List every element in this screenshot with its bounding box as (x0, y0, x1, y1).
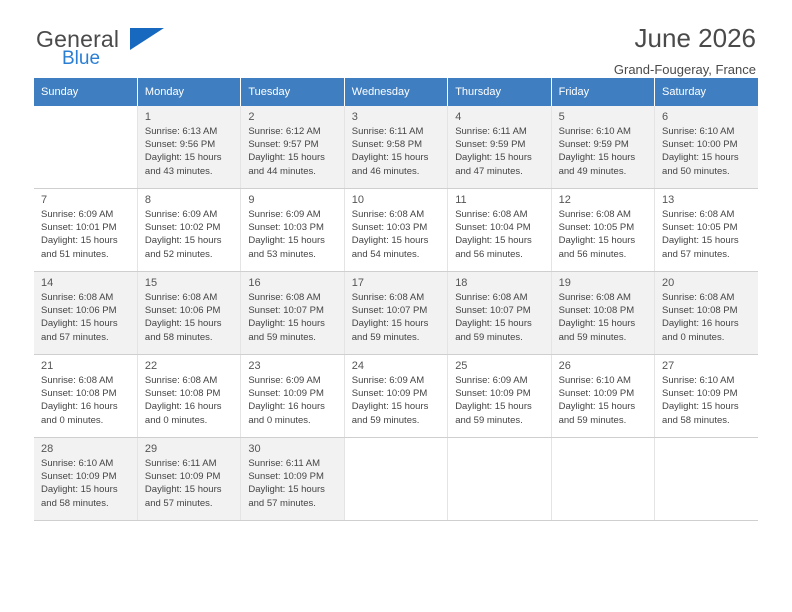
day-number: 15 (144, 277, 158, 289)
day-info-line: Daylight: 15 hours (558, 401, 636, 413)
day-info-line: and 43 minutes. (144, 165, 213, 177)
day-number: 29 (144, 443, 158, 455)
day-info-line: Daylight: 16 hours (41, 401, 118, 413)
day-number: 9 (248, 194, 255, 206)
calendar-day-cell[interactable] (241, 189, 344, 272)
day-info-line: Daylight: 15 hours (144, 484, 222, 496)
day-info-line: Sunrise: 6:08 AM (558, 209, 631, 220)
day-info-line: and 50 minutes. (662, 165, 730, 177)
calendar-day-cell[interactable] (241, 355, 344, 438)
day-info-line: Sunset: 9:59 PM (455, 139, 526, 151)
day-info-line: and 58 minutes. (144, 331, 213, 343)
day-number: 19 (558, 277, 571, 289)
day-info-line: Sunset: 10:08 PM (41, 388, 117, 400)
day-sun-info (448, 291, 550, 344)
calendar-day-cell[interactable] (137, 106, 240, 189)
day-info-line: Daylight: 15 hours (41, 484, 118, 496)
day-info-line: Daylight: 15 hours (248, 484, 325, 496)
day-info-line: Sunrise: 6:08 AM (41, 292, 114, 303)
day-info-line: Daylight: 15 hours (351, 152, 429, 164)
day-info-line: and 59 minutes. (351, 331, 420, 343)
day-number: 13 (662, 194, 675, 206)
day-sun-info (655, 291, 758, 344)
calendar-day-cell[interactable] (34, 355, 137, 438)
day-info-line: and 57 minutes. (41, 331, 109, 343)
day-sun-info (552, 291, 654, 344)
day-info-line: Sunset: 10:05 PM (558, 222, 635, 234)
day-info-line: and 59 minutes. (455, 414, 523, 426)
calendar-day-cell[interactable] (655, 272, 758, 355)
day-sun-info (345, 125, 447, 178)
day-info-line: Sunrise: 6:08 AM (455, 209, 528, 220)
day-info-line: Daylight: 15 hours (248, 152, 325, 164)
day-info-line: Sunset: 10:05 PM (662, 222, 738, 234)
day-number: 7 (41, 194, 48, 206)
day-sun-info (345, 374, 447, 427)
day-info-line: and 57 minutes. (248, 497, 316, 509)
day-info-line: Sunset: 10:07 PM (248, 305, 324, 317)
day-sun-info (345, 291, 447, 344)
day-info-line: Daylight: 15 hours (351, 318, 429, 330)
calendar-header-row (34, 78, 758, 106)
logo-text-blue: Blue (62, 48, 101, 69)
day-number: 11 (455, 194, 467, 206)
day-info-line: and 0 minutes. (144, 414, 208, 426)
weekday-header-tuesday: Tuesday (241, 78, 344, 106)
day-number: 10 (351, 194, 365, 206)
day-info-line: Sunset: 9:58 PM (351, 139, 422, 151)
day-info-line: Sunrise: 6:08 AM (248, 292, 321, 303)
calendar-week-row (34, 189, 758, 272)
logo-text-general: General (36, 26, 120, 52)
calendar-day-cell[interactable] (137, 189, 240, 272)
day-info-line: Sunset: 10:09 PM (41, 471, 117, 483)
calendar-day-cell[interactable] (655, 189, 758, 272)
day-number: 22 (144, 360, 158, 372)
day-info-line: Daylight: 16 hours (662, 318, 739, 330)
title-block (614, 22, 756, 78)
calendar-day-cell[interactable] (241, 438, 344, 521)
day-info-line: Sunset: 10:00 PM (662, 139, 738, 151)
day-info-line: and 58 minutes. (41, 497, 109, 509)
weekday-header-monday: Monday (137, 78, 240, 106)
day-info-line: Daylight: 15 hours (662, 235, 739, 247)
day-info-line: Sunrise: 6:08 AM (455, 292, 528, 303)
calendar-day-cell[interactable] (655, 355, 758, 438)
day-info-line: Daylight: 15 hours (558, 235, 636, 247)
day-number: 6 (662, 111, 669, 123)
day-info-line: and 57 minutes. (144, 497, 213, 509)
day-info-line: Sunrise: 6:10 AM (662, 375, 735, 386)
day-info-line: Sunrise: 6:09 AM (144, 209, 218, 220)
day-sun-info (34, 291, 137, 344)
day-info-line: Sunrise: 6:10 AM (558, 126, 631, 137)
day-sun-info (552, 208, 654, 261)
day-info-line: and 59 minutes. (558, 331, 627, 343)
page-title: June 2026 (634, 23, 756, 53)
calendar-day-cell[interactable] (137, 355, 240, 438)
day-info-line: Sunset: 9:59 PM (558, 139, 629, 151)
day-info-line: Daylight: 15 hours (41, 318, 118, 330)
day-info-line: Daylight: 15 hours (558, 152, 636, 164)
day-info-line: Sunrise: 6:11 AM (351, 126, 424, 137)
day-number: 24 (351, 360, 365, 372)
day-number: 23 (248, 360, 261, 372)
day-info-line: and 0 minutes. (662, 331, 725, 343)
day-info-line: Sunset: 10:09 PM (351, 388, 428, 400)
day-info-line: Daylight: 15 hours (455, 318, 532, 330)
day-info-line: Sunset: 10:09 PM (558, 388, 635, 400)
day-info-line: Sunrise: 6:09 AM (248, 375, 321, 386)
day-sun-info (138, 208, 240, 261)
day-sun-info (655, 374, 758, 427)
day-info-line: Sunrise: 6:09 AM (455, 375, 528, 386)
day-info-line: Daylight: 15 hours (248, 318, 325, 330)
calendar-day-cell[interactable] (551, 189, 654, 272)
logo (36, 26, 236, 76)
day-number: 17 (351, 277, 365, 289)
day-info-line: Daylight: 15 hours (558, 318, 636, 330)
day-info-line: and 0 minutes. (248, 414, 311, 426)
day-number: 16 (248, 277, 261, 289)
day-info-line: Sunset: 10:08 PM (144, 388, 221, 400)
day-info-line: Sunrise: 6:11 AM (455, 126, 527, 137)
day-info-line: and 46 minutes. (351, 165, 420, 177)
day-info-line: and 59 minutes. (455, 331, 523, 343)
calendar-day-cell[interactable] (241, 272, 344, 355)
day-info-line: Sunrise: 6:09 AM (351, 375, 425, 386)
calendar-day-cell[interactable] (34, 272, 137, 355)
day-sun-info (448, 125, 550, 178)
weekday-header-thursday: Thursday (448, 78, 551, 106)
calendar-empty-cell (344, 438, 447, 521)
day-number: 21 (41, 360, 54, 372)
weekday-header-saturday: Saturday (655, 78, 758, 106)
day-info-line: Daylight: 15 hours (455, 401, 532, 413)
calendar-day-cell[interactable] (448, 189, 551, 272)
day-info-line: Sunset: 10:08 PM (558, 305, 635, 317)
day-info-line: Daylight: 16 hours (248, 401, 325, 413)
calendar-empty-cell (448, 438, 551, 521)
day-number: 25 (455, 360, 468, 372)
day-number: 3 (351, 111, 358, 123)
day-sun-info (241, 374, 343, 427)
day-number: 1 (144, 111, 152, 123)
day-info-line: Sunrise: 6:08 AM (351, 292, 425, 303)
day-info-line: Daylight: 15 hours (351, 235, 429, 247)
day-info-line: Sunset: 10:03 PM (351, 222, 428, 234)
day-info-line: Sunrise: 6:12 AM (248, 126, 321, 137)
day-sun-info (241, 291, 343, 344)
calendar-day-cell[interactable] (137, 438, 240, 521)
day-sun-info (138, 291, 240, 344)
day-sun-info (552, 374, 654, 427)
day-info-line: Sunset: 9:56 PM (144, 139, 216, 151)
day-number: 4 (455, 111, 462, 123)
day-sun-info (241, 457, 343, 510)
day-info-line: Daylight: 15 hours (144, 152, 222, 164)
weekday-header-friday: Friday (551, 78, 654, 106)
day-sun-info (241, 208, 343, 261)
day-info-line: Sunset: 10:08 PM (662, 305, 738, 317)
day-info-line: Sunrise: 6:08 AM (351, 209, 425, 220)
day-info-line: Daylight: 15 hours (351, 401, 429, 413)
day-number: 27 (662, 360, 675, 372)
day-sun-info (138, 125, 240, 178)
day-info-line: Sunrise: 6:08 AM (144, 375, 218, 386)
day-info-line: and 56 minutes. (455, 248, 523, 260)
calendar-week-row (34, 106, 758, 189)
day-info-line: and 52 minutes. (144, 248, 213, 260)
day-info-line: Daylight: 15 hours (662, 401, 739, 413)
day-info-line: Sunset: 10:06 PM (144, 305, 221, 317)
day-info-line: Sunrise: 6:10 AM (41, 458, 114, 469)
day-info-line: Sunset: 10:03 PM (248, 222, 324, 234)
calendar-week-row (34, 355, 758, 438)
calendar-day-cell[interactable] (241, 106, 344, 189)
day-sun-info (655, 208, 758, 261)
calendar-day-cell[interactable] (655, 106, 758, 189)
calendar-empty-cell (655, 438, 758, 521)
day-sun-info (138, 457, 240, 510)
weekday-header-sunday: Sunday (34, 78, 137, 106)
weekday-header-wednesday: Wednesday (344, 78, 447, 106)
day-info-line: Sunset: 9:57 PM (248, 139, 319, 151)
calendar-table (34, 78, 758, 521)
day-info-line: and 0 minutes. (41, 414, 104, 426)
day-info-line: and 53 minutes. (248, 248, 316, 260)
day-number: 2 (248, 111, 255, 123)
day-number: 26 (558, 360, 571, 372)
day-info-line: Daylight: 15 hours (144, 235, 222, 247)
day-info-line: and 59 minutes. (558, 414, 627, 426)
page-subtitle: Grand-Fougeray, France (613, 62, 756, 77)
calendar-day-cell[interactable] (344, 189, 447, 272)
day-sun-info (138, 374, 240, 427)
day-info-line: Sunset: 10:09 PM (662, 388, 738, 400)
day-info-line: Sunrise: 6:08 AM (662, 209, 735, 220)
day-info-line: and 44 minutes. (248, 165, 316, 177)
day-info-line: Daylight: 16 hours (144, 401, 222, 413)
calendar-day-cell[interactable] (34, 189, 137, 272)
day-sun-info (552, 125, 654, 178)
day-info-line: Daylight: 15 hours (662, 152, 739, 164)
day-info-line: Sunrise: 6:11 AM (144, 458, 217, 469)
calendar-day-cell[interactable] (34, 438, 137, 521)
day-info-line: Sunrise: 6:08 AM (662, 292, 735, 303)
day-info-line: Sunset: 10:02 PM (144, 222, 221, 234)
calendar-day-cell[interactable] (448, 355, 551, 438)
day-info-line: Sunset: 10:09 PM (248, 388, 324, 400)
calendar-day-cell[interactable] (551, 272, 654, 355)
calendar-empty-cell (551, 438, 654, 521)
day-info-line: Sunset: 10:01 PM (41, 222, 117, 234)
day-info-line: Sunrise: 6:13 AM (144, 126, 218, 137)
calendar-week-row (34, 438, 758, 521)
day-sun-info (34, 457, 137, 510)
day-number: 28 (41, 443, 54, 455)
day-sun-info (34, 374, 137, 427)
day-info-line: and 56 minutes. (558, 248, 627, 260)
day-info-line: and 57 minutes. (662, 248, 730, 260)
day-info-line: Sunrise: 6:10 AM (662, 126, 735, 137)
calendar-day-cell[interactable] (551, 355, 654, 438)
day-info-line: Sunrise: 6:10 AM (558, 375, 631, 386)
day-number: 18 (455, 277, 468, 289)
calendar-day-cell[interactable] (344, 272, 447, 355)
calendar-day-cell[interactable] (344, 106, 447, 189)
day-info-line: Sunrise: 6:09 AM (41, 209, 114, 220)
day-info-line: Sunset: 10:09 PM (248, 471, 324, 483)
day-info-line: Sunset: 10:09 PM (144, 471, 221, 483)
day-number: 5 (558, 111, 565, 123)
day-sun-info (241, 125, 343, 178)
day-info-line: Sunset: 10:07 PM (351, 305, 428, 317)
day-sun-info (448, 374, 550, 427)
day-info-line: Daylight: 15 hours (455, 235, 532, 247)
day-info-line: Sunrise: 6:09 AM (248, 209, 321, 220)
day-info-line: and 47 minutes. (455, 165, 523, 177)
day-info-line: Sunrise: 6:11 AM (248, 458, 320, 469)
day-info-line: and 58 minutes. (662, 414, 730, 426)
day-sun-info (34, 208, 137, 261)
calendar-day-cell[interactable] (448, 272, 551, 355)
day-number: 14 (41, 277, 54, 289)
calendar-week-row (34, 272, 758, 355)
day-sun-info (345, 208, 447, 261)
calendar-day-cell[interactable] (551, 106, 654, 189)
day-info-line: Daylight: 15 hours (41, 235, 118, 247)
day-sun-info (655, 125, 758, 178)
day-info-line: and 54 minutes. (351, 248, 420, 260)
day-info-line: and 59 minutes. (351, 414, 420, 426)
day-info-line: and 49 minutes. (558, 165, 627, 177)
calendar-day-cell[interactable] (448, 106, 551, 189)
day-info-line: Sunrise: 6:08 AM (41, 375, 114, 386)
day-number: 30 (248, 443, 261, 455)
calendar-body (34, 106, 758, 521)
day-info-line: and 51 minutes. (41, 248, 109, 260)
calendar-day-cell[interactable] (137, 272, 240, 355)
day-info-line: Sunset: 10:06 PM (41, 305, 117, 317)
day-info-line: and 59 minutes. (248, 331, 316, 343)
day-info-line: Sunrise: 6:08 AM (144, 292, 218, 303)
day-info-line: Sunset: 10:04 PM (455, 222, 531, 234)
page-header (34, 0, 758, 77)
day-info-line: Daylight: 15 hours (455, 152, 532, 164)
day-number: 20 (662, 277, 675, 289)
day-info-line: Sunset: 10:07 PM (455, 305, 531, 317)
day-sun-info (448, 208, 550, 261)
day-number: 12 (558, 194, 571, 206)
day-info-line: Sunrise: 6:08 AM (558, 292, 631, 303)
day-info-line: Daylight: 15 hours (144, 318, 222, 330)
day-number: 8 (144, 194, 152, 206)
calendar-empty-cell (34, 106, 137, 189)
day-info-line: Sunset: 10:09 PM (455, 388, 531, 400)
flag-icon (130, 28, 164, 50)
calendar-day-cell[interactable] (344, 355, 447, 438)
day-info-line: Daylight: 15 hours (248, 235, 325, 247)
